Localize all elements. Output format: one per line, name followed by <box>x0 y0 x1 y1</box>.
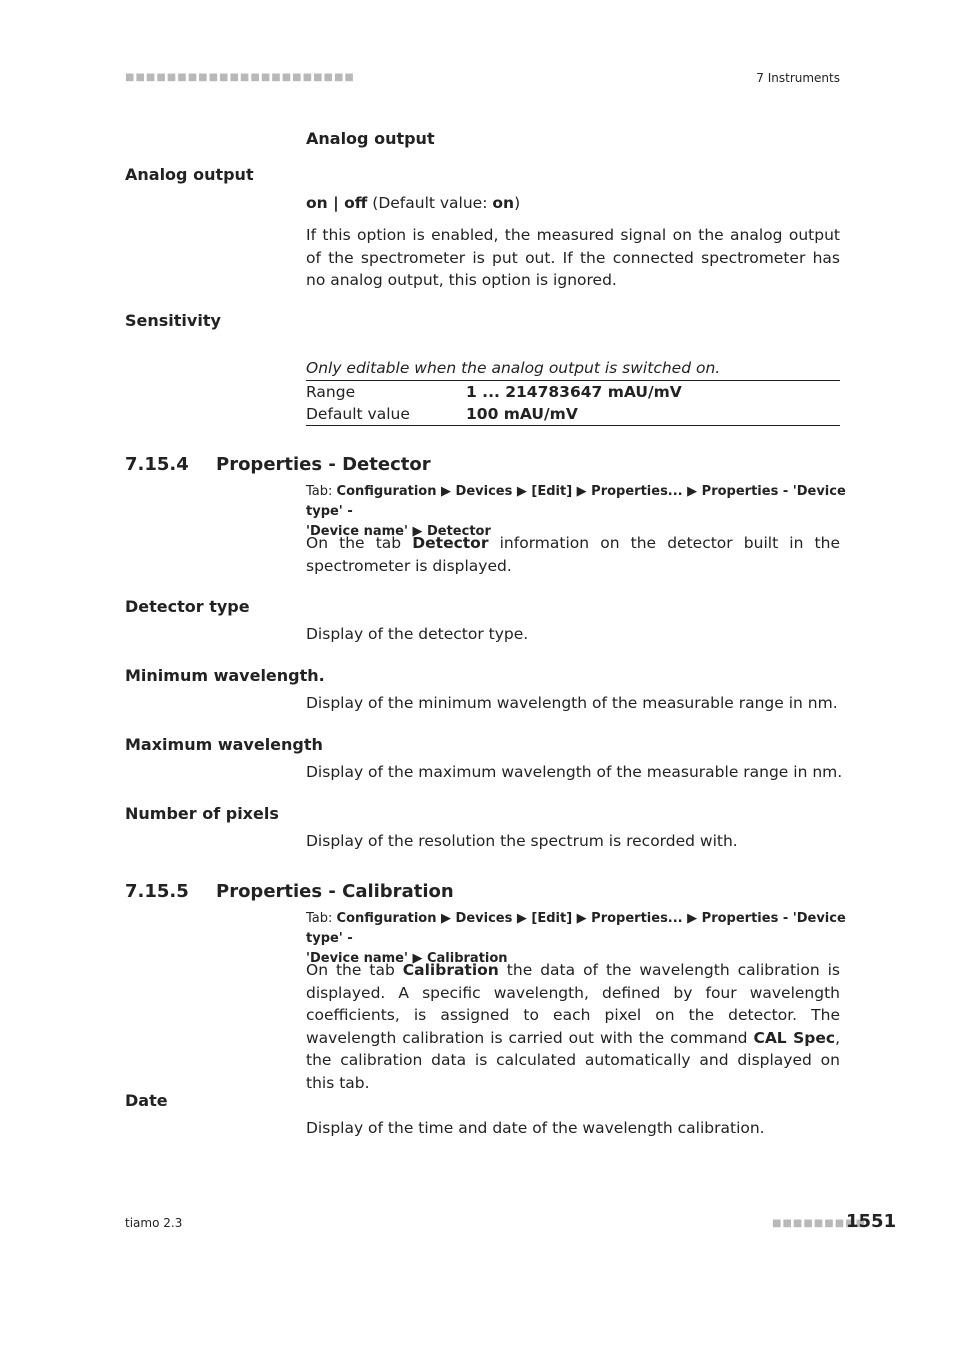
footer-decoration: ■■■■■■■■■ <box>772 1218 867 1229</box>
default-value: 100 mAU/mV <box>466 405 578 423</box>
analog-output-label: Analog output <box>125 165 254 184</box>
detector-intro: On the tab Detector information on the detector built in the spectrometer is displayed. <box>306 534 840 575</box>
header-decoration: ■■■■■■■■■■■■■■■■■■■■■■ <box>125 72 355 83</box>
chapter-header: 7 Instruments <box>756 71 840 85</box>
sensitivity-table <box>306 380 840 426</box>
analog-output-heading: Analog output <box>306 129 435 148</box>
page-number: 1551 <box>846 1211 897 1232</box>
number-of-pixels-desc: Display of the resolution the spectrum is recorded with. <box>306 832 738 850</box>
calibration-tab-path: Tab: Configuration ▶ Devices ▶ [Edit] ▶ Properties... ▶ Properties - 'Device type' - 'Device name' ▶ Calibration <box>306 911 846 966</box>
section-number: 7.15.5 <box>125 881 189 902</box>
on-off-values: on | off <box>306 194 368 212</box>
section-heading-detector <box>125 454 431 475</box>
min-wavelength-desc: Display of the minimum wavelength of the measurable range in nm. <box>306 694 838 712</box>
section-number: 7.15.4 <box>125 454 189 475</box>
number-of-pixels-label: Number of pixels <box>125 804 279 823</box>
max-wavelength-label: Maximum wavelength <box>125 735 323 754</box>
detector-type-label: Detector type <box>125 597 250 616</box>
range-value: 1 ... 214783647 mAU/mV <box>466 383 682 401</box>
detector-type-desc: Display of the detector type. <box>306 625 529 643</box>
section-heading-calibration <box>125 881 454 902</box>
analog-output-description: If this option is enabled, the measured signal on the analog output of the spectrometer is put out. If the connected spectrometer has no analog output, this option is ignored. <box>306 226 840 289</box>
sensitivity-note: Only editable when the analog output is switched on. <box>306 359 721 377</box>
range-key: Range <box>306 383 356 401</box>
section-title: Properties - Detector <box>216 454 431 475</box>
table-row <box>306 403 840 425</box>
analog-output-values: on | off (Default value: on) <box>306 194 521 212</box>
max-wavelength-desc: Display of the maximum wavelength of the measurable range in nm. <box>306 763 843 781</box>
date-label: Date <box>125 1091 168 1110</box>
table-row <box>306 381 840 403</box>
min-wavelength-label: Minimum wavelength. <box>125 666 325 685</box>
date-desc: Display of the time and date of the wavelength calibration. <box>306 1119 765 1137</box>
sensitivity-label: Sensitivity <box>125 311 221 330</box>
calibration-intro: On the tab Calibration the data of the wavelength calibration is displayed. A specific wavelength, defined by four wavelength coefficients, is assigned to each pixel on the detector. The wavelength calibration is carried out with the command CAL Spec, the calibration data is calculated automatically and displayed on this tab. <box>306 961 840 1092</box>
default-key: Default value <box>306 405 410 423</box>
section-title: Properties - Calibration <box>216 881 454 902</box>
detector-tab-path: Tab: Configuration ▶ Devices ▶ [Edit] ▶ Properties... ▶ Properties - 'Device type' - 'Device name' ▶ Detector <box>306 484 846 539</box>
footer-product: tiamo 2.3 <box>125 1216 183 1230</box>
